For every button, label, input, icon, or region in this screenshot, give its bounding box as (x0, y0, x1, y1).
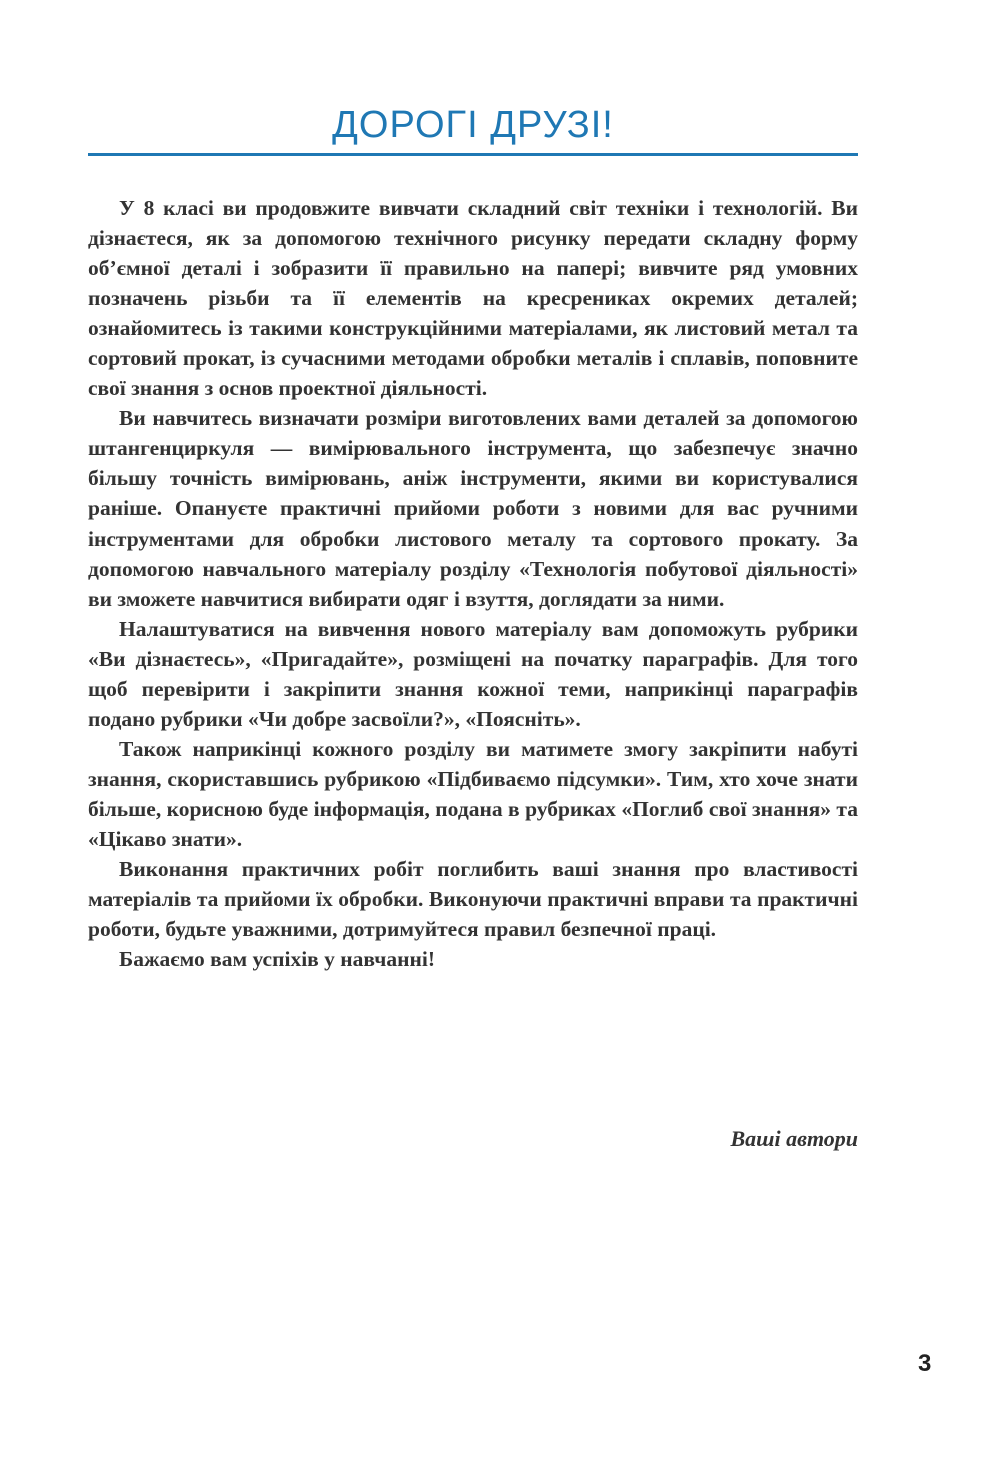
paragraph-2: Ви навчитесь визначати розміри виготовлених вами деталей за допомогою штангенциркуля — вимірювального інструмента, що забезпечує значно більшу точність вимірювань, аніж інструменти, якими ви користувалися раніше. Опануєте практичні прийоми роботи з новими для вас ручними інструментами для обробки листового металу та сортового прокату. За допомогою навчального матеріалу розділу «Технологія побутової діяльності» ви зможете навчитися вибирати одяг і взуття, доглядати за ними. (88, 406, 858, 611)
page-number: 3 (918, 1350, 932, 1377)
page-title: ДОРОГІ ДРУЗІ! (332, 104, 614, 146)
paragraph-5: Виконання практичних робіт поглибить ваші знання про властивості матеріалів та прийоми їх обробки. Виконуючи практичні вправи та практичні роботи, будьте уважними, дотримуйтеся правил безпечної праці. (88, 857, 858, 942)
paragraph-1: У 8 класі ви продовжите вивчати складний світ техніки і технологій. Ви дізнаєтеся, як за допомогою технічного рисунку передати складну форму об’ємної деталі і зобразити її правильно на папері; вивчите ряд умовних позначень різьби та її елементів на кресрениках окремих деталей; ознайомитесь із такими конструкційними матеріалами, як листовий метал та сортовий прокат, із сучасними методами обробки металів і сплавів, поповните свої знання з основ проектної діяльності. (88, 196, 858, 401)
title-underline (88, 153, 858, 156)
body-text (88, 193, 858, 974)
paragraph-3: Налаштуватися на вивчення нового матеріалу вам допоможуть рубрики «Ви дізнаєтесь», «Пригадайте», розміщені на початку параграфів. Для того щоб перевірити і закріпити знання кожної теми, наприкінці параграфів подано рубрики «Чи добре засвоїли?», «Поясніть». (88, 616, 858, 731)
paragraph-6: Бажаємо вам успіхів у навчанні! (119, 947, 436, 972)
signature: Ваші автори (730, 1126, 858, 1151)
paragraph-4: Також наприкінці кожного розділу ви матимете змогу закріпити набуті знання, скориставшись рубрикою «Підбиваємо підсумки». Тим, хто хоче знати більше, корисною буде інформація, подана в рубриках «Поглиб свої знання» та «Цікаво знати». (88, 736, 858, 851)
